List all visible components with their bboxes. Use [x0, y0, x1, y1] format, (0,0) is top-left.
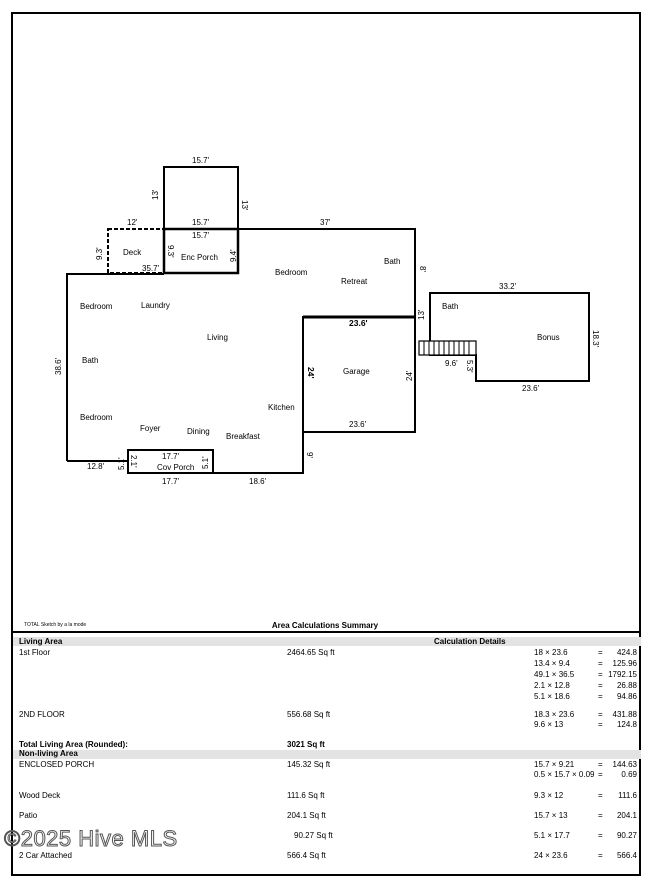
covered-porch-area: 90.27 Sq ft: [294, 831, 333, 840]
room-label-breakfast: Breakfast: [226, 432, 260, 441]
dim-label: 13': [151, 189, 160, 200]
calc-result: 111.6: [618, 791, 637, 800]
calc-equals: =: [598, 851, 603, 860]
calc-result: 424.8: [616, 648, 637, 657]
dim-label: 5.1': [117, 457, 126, 470]
dim-label: 5.1': [201, 456, 210, 469]
room-label-garage: Garage: [343, 367, 370, 376]
calc-equals: =: [598, 710, 603, 719]
room-label-bedroom: Bedroom: [80, 413, 113, 422]
room-label-bedroom: Bedroom: [275, 268, 308, 277]
dim-label: 23.6': [349, 318, 368, 328]
calc-result: 0.69: [621, 770, 637, 779]
dim-label: 37': [320, 218, 331, 227]
dim-label: 8': [418, 266, 427, 272]
calc-equals: =: [598, 720, 603, 729]
dim-label: 15.7': [192, 156, 210, 165]
calc-equals: =: [598, 648, 603, 657]
calc-result: 125.96: [612, 659, 637, 668]
room-label-bath: Bath: [384, 257, 401, 266]
watermark: ©2025 Hive MLS: [4, 826, 178, 851]
calc-expression: 18.3 × 23.6: [534, 710, 575, 719]
dim-label: 9': [305, 452, 314, 458]
patio-area: 204.1 Sq ft: [287, 811, 326, 820]
wood-deck-area: 111.6 Sq ft: [287, 791, 325, 800]
nonliving-header-band: [13, 750, 641, 759]
calc-expression: 13.4 × 9.4: [534, 659, 570, 668]
calc-result: 144.63: [612, 760, 637, 769]
room-label-retreat: Retreat: [341, 277, 368, 286]
room-label-deck: Deck: [123, 248, 142, 257]
dim-label: 23.6': [349, 420, 367, 429]
room-label-cov-porch: Cov Porch: [157, 463, 195, 472]
room-label-living: Living: [207, 333, 228, 342]
calc-expression: 0.5 × 15.7 × 0.09: [534, 770, 595, 779]
calc-equals: =: [598, 791, 603, 800]
sketch-credit: TOTAL Sketch by a la mode: [24, 622, 87, 628]
dim-label: 35.7': [142, 264, 160, 273]
dim-label: 38.6': [54, 357, 63, 375]
calc-result: 431.88: [612, 710, 637, 719]
calc-expression: 49.1 × 36.5: [534, 670, 575, 679]
calc-equals: =: [598, 770, 603, 779]
second-floor-area: 556.68 Sq ft: [287, 710, 331, 719]
dim-label: 17.7': [162, 477, 180, 486]
dim-label: 13': [417, 309, 426, 320]
dim-label: 9.3': [95, 247, 104, 260]
dim-label: 12': [127, 218, 138, 227]
total-living-area: 3021 Sq ft: [287, 740, 325, 749]
second-floor-label: 2ND FLOOR: [19, 710, 65, 719]
dim-label: 9.3': [166, 245, 175, 258]
dim-label: 18.6': [249, 477, 267, 486]
calc-expression: 9.6 × 13: [534, 720, 564, 729]
room-label-bath: Bath: [442, 302, 459, 311]
calc-expression: 18 × 23.6: [534, 648, 568, 657]
dim-label: 9.6': [445, 359, 458, 368]
room-label-kitchen: Kitchen: [268, 403, 295, 412]
patio-label: Patio: [19, 811, 38, 820]
calc-expression: 5.1 × 18.6: [534, 692, 570, 701]
first-floor-label: 1st Floor: [19, 648, 51, 657]
calc-expression: 15.7 × 9.21: [534, 760, 575, 769]
enclosed-porch-label: ENCLOSED PORCH: [19, 760, 95, 769]
dim-label: 15.7': [192, 231, 210, 240]
dim-label: 12.8': [87, 462, 105, 471]
nonliving-header: Non-living Area: [19, 749, 78, 758]
dim-label: 9.4': [229, 249, 238, 262]
calc-result: 566.4: [616, 851, 637, 860]
calc-equals: =: [598, 670, 603, 679]
enclosed-porch-area: 145.32 Sq ft: [287, 760, 331, 769]
calc-result: 94.86: [616, 692, 637, 701]
calc-expression: 24 × 23.6: [534, 851, 568, 860]
dim-label: 5.3': [465, 360, 474, 373]
dim-label: 18.3': [591, 330, 600, 348]
calc-details-header: Calculation Details: [434, 637, 506, 646]
room-label-bonus: Bonus: [537, 333, 560, 342]
garage-area: 566.4 Sq ft: [287, 851, 326, 860]
room-label-bath: Bath: [82, 356, 99, 365]
summary-title: Area Calculations Summary: [271, 621, 379, 630]
calc-result: 1792.15: [608, 670, 637, 679]
dim-label: 2.1': [129, 455, 138, 468]
room-label-dining: Dining: [187, 427, 210, 436]
dim-label: 13': [240, 200, 249, 211]
calc-expression: 15.7 × 13: [534, 811, 568, 820]
calc-expression: 9.3 × 12: [534, 791, 564, 800]
garage-label: 2 Car Attached: [19, 851, 72, 860]
calc-result: 124.8: [616, 720, 637, 729]
dim-label: 33.2': [499, 282, 517, 291]
wood-deck-label: Wood Deck: [19, 791, 61, 800]
calc-equals: =: [598, 681, 603, 690]
calc-result: 26.88: [616, 681, 637, 690]
calc-equals: =: [598, 811, 603, 820]
living-area-header: Living Area: [19, 637, 63, 646]
calc-equals: =: [598, 692, 603, 701]
dim-label: 23.6': [522, 384, 540, 393]
living-area-header-band: [13, 637, 641, 646]
divider: [13, 631, 641, 633]
dim-label: 17.7': [162, 452, 180, 461]
room-label-laundry: Laundry: [141, 301, 170, 310]
dim-label: 24': [405, 370, 414, 381]
calc-expression: 2.1 × 12.8: [534, 681, 570, 690]
calc-equals: =: [598, 659, 603, 668]
first-floor-area: 2464.65 Sq ft: [287, 648, 335, 657]
room-label-foyer: Foyer: [140, 424, 161, 433]
calc-equals: =: [598, 760, 603, 769]
stairs: [419, 341, 476, 355]
calc-result: 90.27: [616, 831, 637, 840]
room-label-enc-porch: Enc Porch: [181, 253, 218, 262]
room-label-bedroom: Bedroom: [80, 302, 113, 311]
calc-result: 204.1: [616, 811, 637, 820]
total-living-label: Total Living Area (Rounded):: [19, 740, 128, 749]
dim-label: 15.7': [192, 218, 210, 227]
calc-equals: =: [598, 831, 603, 840]
calc-expression: 5.1 × 17.7: [534, 831, 570, 840]
dim-label: 24': [306, 367, 316, 379]
